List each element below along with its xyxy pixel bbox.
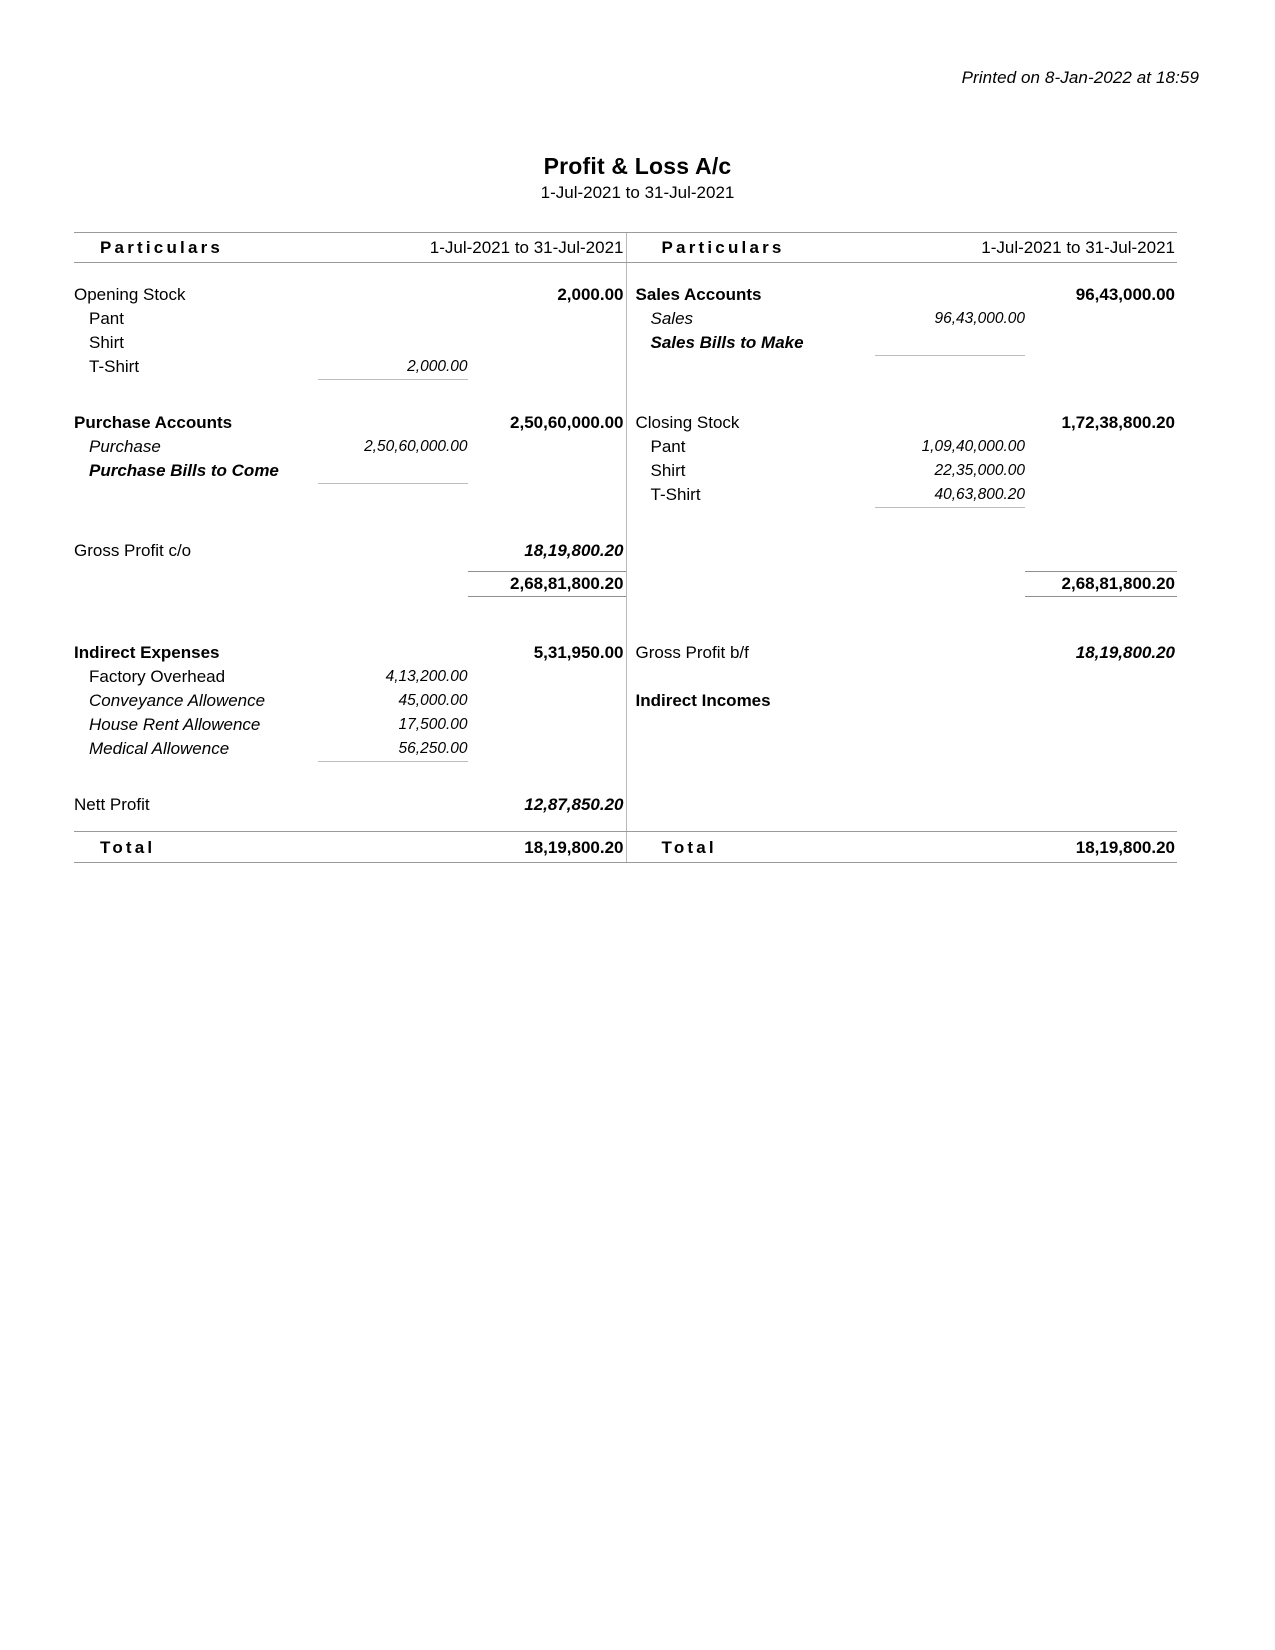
gross-profit-bf-amount: 18,19,800.20 — [1075, 643, 1175, 662]
indirect-expenses-item-amount: 17,500.00 — [398, 716, 468, 733]
table-row — [74, 435, 1177, 459]
spacer-right — [626, 665, 1178, 689]
table-row — [74, 689, 1177, 713]
column-header-period-right: 1-Jul-2021 to 31-Jul-2021 — [981, 238, 1175, 257]
row-opening-stock — [74, 283, 626, 307]
table-row — [74, 572, 1177, 596]
spacer-right — [626, 379, 1178, 387]
gross-profit-co-label: Gross Profit c/o — [74, 541, 192, 560]
purchase-accounts-item-label: Purchase — [89, 437, 161, 456]
row-sales-item — [626, 307, 1178, 331]
row-medical-allowence — [74, 737, 626, 761]
row-closing-stock-subrule — [626, 507, 1178, 515]
row-closing-stock — [626, 411, 1178, 435]
printed-on-label: Printed on 8-Jan-2022 at 18:59 — [961, 68, 1199, 87]
sales-accounts-amount: 96,43,000.00 — [1075, 285, 1175, 304]
table-row — [74, 283, 1177, 307]
row-right-grand-subtotal — [626, 572, 1178, 596]
row-indirect-expenses-subrule — [74, 761, 626, 769]
closing-stock-item-label: T-Shirt — [650, 485, 701, 504]
row-sales-subrule — [626, 355, 1178, 379]
closing-stock-item-amount: 22,35,000.00 — [934, 462, 1025, 479]
report-period: 1-Jul-2021 to 31-Jul-2021 — [540, 183, 735, 202]
row-opening-stock-shirt — [74, 331, 626, 355]
column-header-period-left: 1-Jul-2021 to 31-Jul-2021 — [429, 238, 624, 257]
table-row — [74, 379, 1177, 387]
purchase-accounts-item-amount: 2,50,60,000.00 — [364, 438, 468, 455]
table-row — [74, 307, 1177, 331]
row-factory-overhead — [74, 665, 626, 689]
row-closing-stock-pant — [626, 435, 1178, 459]
purchase-accounts-label: Purchase Accounts — [74, 413, 233, 432]
row-left-grand-subtotal — [74, 572, 626, 596]
table-row — [74, 793, 1177, 817]
column-header-particulars-left: Particulars — [100, 238, 224, 257]
spacer-left — [74, 507, 626, 515]
ledger-table — [74, 232, 1177, 863]
row-right-total — [626, 832, 1178, 862]
row-sales-accounts — [626, 283, 1178, 307]
row-left-total — [74, 832, 626, 862]
gross-profit-co-amount: 18,19,800.20 — [524, 541, 624, 560]
purchase-accounts-item-label: Purchase Bills to Come — [89, 461, 279, 480]
nett-profit-label: Nett Profit — [74, 795, 150, 814]
opening-stock-subtotal-rule — [318, 379, 468, 380]
nett-profit-amount: 12,87,850.20 — [524, 795, 624, 814]
purchase-accounts-amount: 2,50,60,000.00 — [510, 413, 624, 432]
table-row — [74, 507, 1177, 515]
indirect-expenses-item-label: Factory Overhead — [89, 667, 226, 686]
column-header-particulars-right: Particulars — [661, 238, 785, 257]
opening-stock-item-label: Pant — [89, 309, 124, 328]
spacer-right — [626, 793, 1178, 817]
row-purchase-item — [74, 435, 626, 459]
table-row — [74, 761, 1177, 769]
spacer-right — [626, 713, 1178, 737]
opening-stock-item-label: T-Shirt — [89, 357, 140, 376]
sales-accounts-label: Sales Accounts — [635, 285, 762, 304]
row-conveyance-allowence — [74, 689, 626, 713]
row-indirect-incomes — [626, 689, 1178, 713]
table-row — [74, 355, 1177, 379]
closing-stock-label: Closing Stock — [635, 413, 740, 432]
table-row — [74, 641, 1177, 665]
row-closing-stock-shirt — [626, 459, 1178, 483]
indirect-expenses-amount: 5,31,950.00 — [533, 643, 624, 662]
left-total-amount: 18,19,800.20 — [524, 838, 624, 857]
row-sales-bills-to-make — [626, 331, 1178, 355]
table-row — [74, 411, 1177, 435]
sales-subtotal-rule — [875, 355, 1025, 356]
right-total-amount: 18,19,800.20 — [1075, 838, 1175, 857]
row-opening-stock-pant — [74, 307, 626, 331]
table-row — [74, 483, 1177, 507]
indirect-expenses-item-label: House Rent Allowence — [89, 715, 261, 734]
row-gross-profit-bf — [626, 641, 1178, 665]
row-purchase-bills-to-come — [74, 459, 626, 483]
closing-stock-item-amount: 40,63,800.20 — [934, 486, 1025, 503]
opening-stock-item-amount: 2,000.00 — [407, 358, 468, 375]
table-row — [74, 331, 1177, 355]
row-opening-stock-tshirt — [74, 355, 626, 379]
indirect-expenses-item-amount: 45,000.00 — [398, 692, 468, 709]
header-right-side — [626, 233, 1178, 262]
closing-stock-subtotal-rule — [875, 507, 1025, 508]
row-opening-stock-subrule — [74, 379, 626, 387]
sales-accounts-item-label: Sales Bills to Make — [650, 333, 804, 352]
row-purchase-accounts — [74, 411, 626, 435]
table-header-row — [74, 232, 1177, 263]
left-total-label: Total — [100, 838, 156, 857]
closing-stock-item-amount: 1,09,40,000.00 — [921, 438, 1025, 455]
header-left-side — [74, 233, 626, 262]
row-gross-profit-co — [74, 539, 626, 563]
table-total-row — [74, 831, 1177, 863]
closing-stock-item-label: Pant — [650, 437, 686, 456]
page-title: Profit & Loss A/c — [543, 153, 732, 179]
sales-accounts-item-label: Sales — [650, 309, 694, 328]
gross-profit-bf-label: Gross Profit b/f — [635, 643, 749, 662]
row-indirect-expenses — [74, 641, 626, 665]
indirect-incomes-label: Indirect Incomes — [635, 691, 771, 710]
row-closing-stock-tshirt — [626, 483, 1178, 507]
closing-stock-item-label: Shirt — [650, 461, 686, 480]
closing-stock-amount: 1,72,38,800.20 — [1061, 413, 1175, 432]
sales-accounts-item-amount: 96,43,000.00 — [934, 310, 1025, 327]
row-nett-profit — [74, 793, 626, 817]
spacer-right — [626, 539, 1178, 563]
row-house-rent-allowence — [74, 713, 626, 737]
opening-stock-amount: 2,000.00 — [557, 285, 624, 304]
indirect-expenses-item-label: Conveyance Allowence — [89, 691, 266, 710]
opening-stock-item-label: Shirt — [89, 333, 124, 352]
table-row — [74, 713, 1177, 737]
indirect-expenses-item-label: Medical Allowence — [89, 739, 230, 758]
spacer-right — [626, 737, 1178, 761]
purchase-subtotal-rule — [318, 483, 468, 484]
table-row — [74, 459, 1177, 483]
right-total-label: Total — [661, 838, 717, 857]
indirect-expenses-label: Indirect Expenses — [74, 643, 220, 662]
opening-stock-label: Opening Stock — [74, 285, 186, 304]
table-row — [74, 737, 1177, 761]
indirect-expenses-item-amount: 4,13,200.00 — [385, 668, 468, 685]
row-purchase-subrule — [74, 483, 626, 507]
right-grand-subtotal-amount: 2,68,81,800.20 — [1061, 574, 1175, 593]
left-grand-subtotal-amount: 2,68,81,800.20 — [510, 574, 624, 593]
spacer-right — [626, 761, 1178, 769]
table-row — [74, 539, 1177, 563]
table-row — [74, 665, 1177, 689]
report-title-block — [0, 152, 1275, 205]
indirect-expenses-item-amount: 56,250.00 — [398, 740, 468, 757]
indirect-expenses-subtotal-rule — [318, 761, 468, 762]
